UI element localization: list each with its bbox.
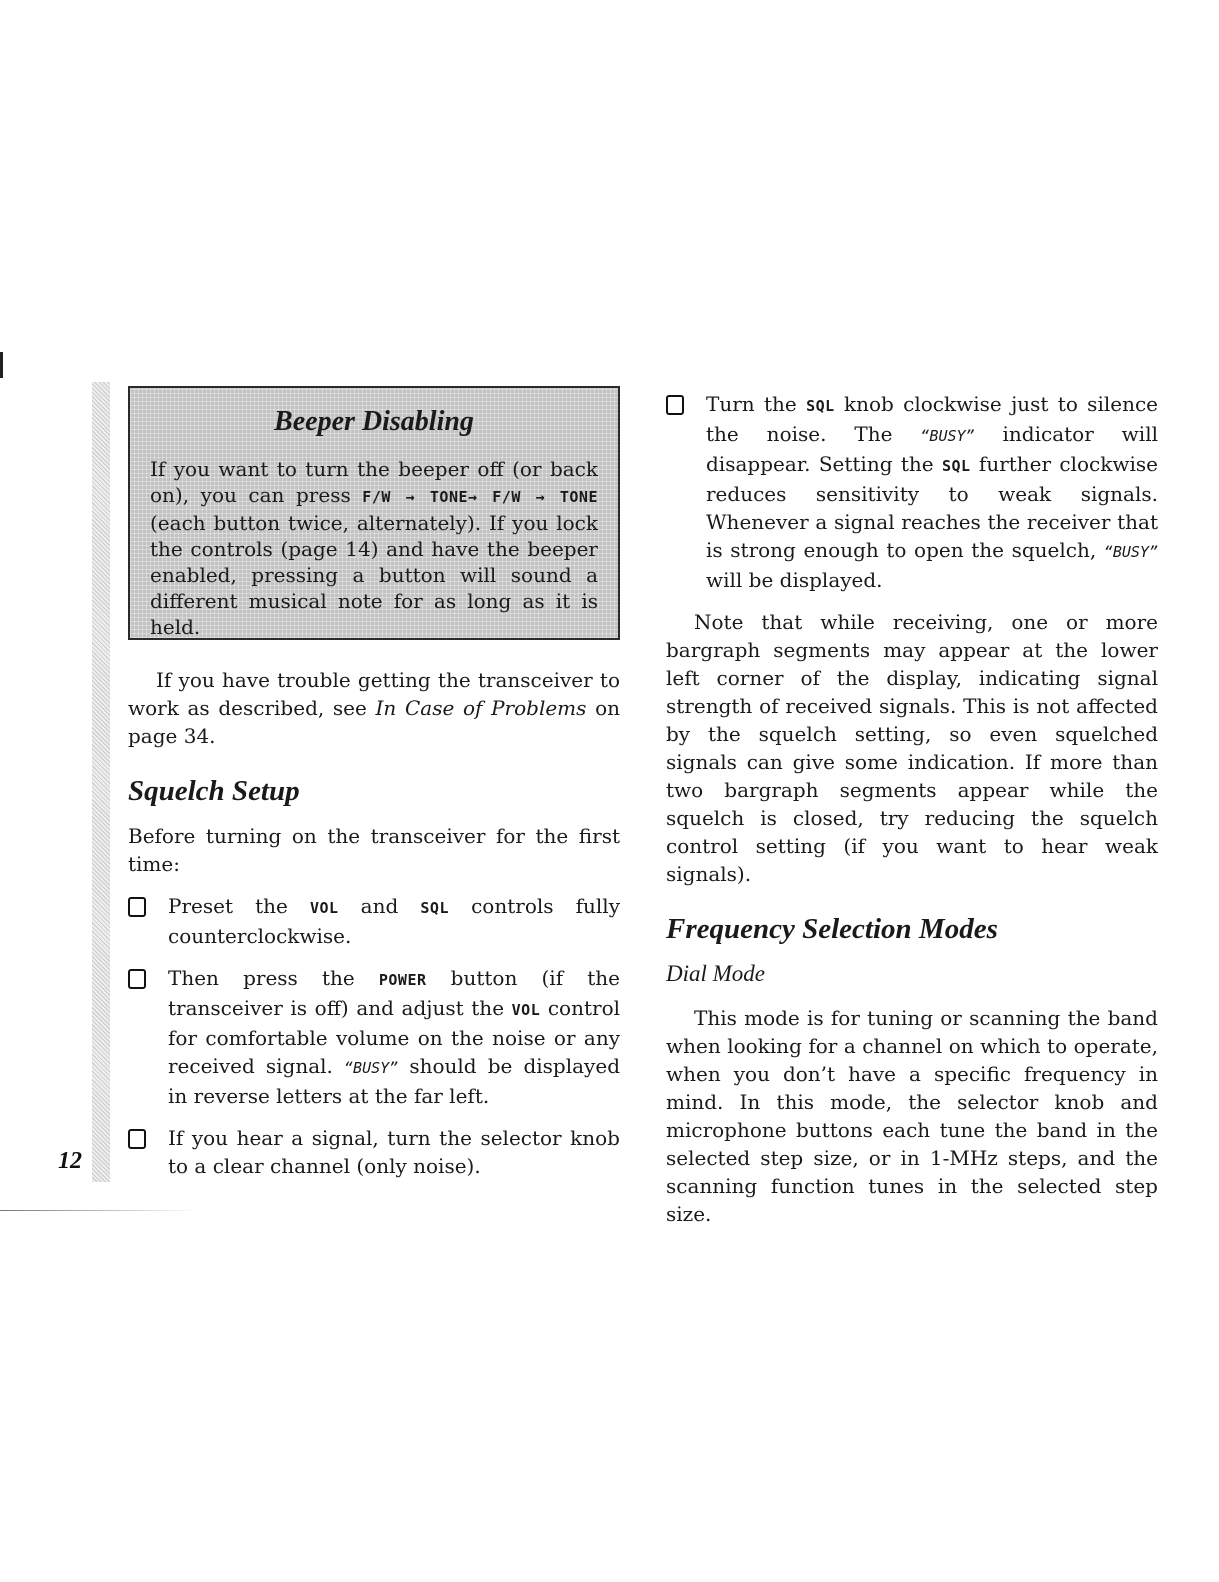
checkbox-icon (128, 969, 146, 989)
bullet-item: Preset the VOL and SQL controls fully counterclockwise. (128, 892, 620, 950)
key-sequence: F/W → TONE→ F/W → TONE (362, 488, 598, 506)
dial-mode-paragraph: This mode is for tuning or scanning the band when looking for a channel on which to operate, when you don’t have a specific frequency in mind. In this mode, the selector knob and microphone buttons each tune the band in the selected step size, or in 1-MHz steps, and the scanning function tunes in the selected step size. (666, 1006, 1158, 1226)
left-column (128, 386, 620, 1180)
sidebar-title: Beeper Disabling (274, 406, 474, 437)
bottom-rule (0, 1210, 200, 1211)
frequency-modes-heading: Frequency Selection Modes (666, 913, 998, 945)
problems-reference: In Case of Problems (375, 696, 587, 720)
edge-mark (0, 352, 3, 378)
sidebar-text: If you want to turn the beeper off (or back on), you can press F/W → TONE→ F/W → TONE (each button twice, alternately). If you lock the controls (page 14) and have the beeper enabled, pressing a button will sound a different musical note for as long as it is held. (150, 457, 598, 639)
page-number: 12 (58, 1148, 82, 1174)
checkbox-icon (128, 1129, 146, 1149)
checkbox-icon (666, 395, 684, 415)
bullet-item: Then press the POWER button (if the transceiver is off) and adjust the VOL control for comfortable volume on the noise or any received signal. “BUSY” should be displayed in reverse letters at the far left. (128, 964, 620, 1110)
bullet-item: If you hear a signal, turn the selector knob to a clear channel (only noise). (128, 1124, 620, 1180)
dial-mode-subheading: Dial Mode (666, 961, 766, 986)
right-column (666, 390, 1158, 1228)
squelch-setup-heading: Squelch Setup (128, 775, 300, 807)
beeper-disabling-box (128, 386, 620, 640)
bullet-item: Turn the SQL knob clockwise just to silence the noise. The “BUSY” indicator will disappear. Setting the SQL further clockwise reduces sensitivity to weak signals. Whenever a signal reaches the receiver that is strong enough to open the squelch, “BUSY” will be displayed. (666, 390, 1158, 594)
squelch-lead: Before turning on the transceiver for the first time: (128, 824, 620, 876)
side-shading-strip (92, 382, 110, 1182)
bargraph-note: Note that while receiving, one or more bargraph segments may appear at the lower left corner of the display, indicating signal strength of received signals. This is not affected by the squelch setting, so even squelched signals can give some indication. If more than two bargraph segments appear while the squelch is closed, try reducing the squelch control setting (if you want to hear weak signals). (666, 610, 1158, 886)
checkbox-icon (128, 897, 146, 917)
intro-paragraph: If you have trouble getting the transceiver to work as described, see In Case of Problems on page 34. (128, 668, 620, 748)
